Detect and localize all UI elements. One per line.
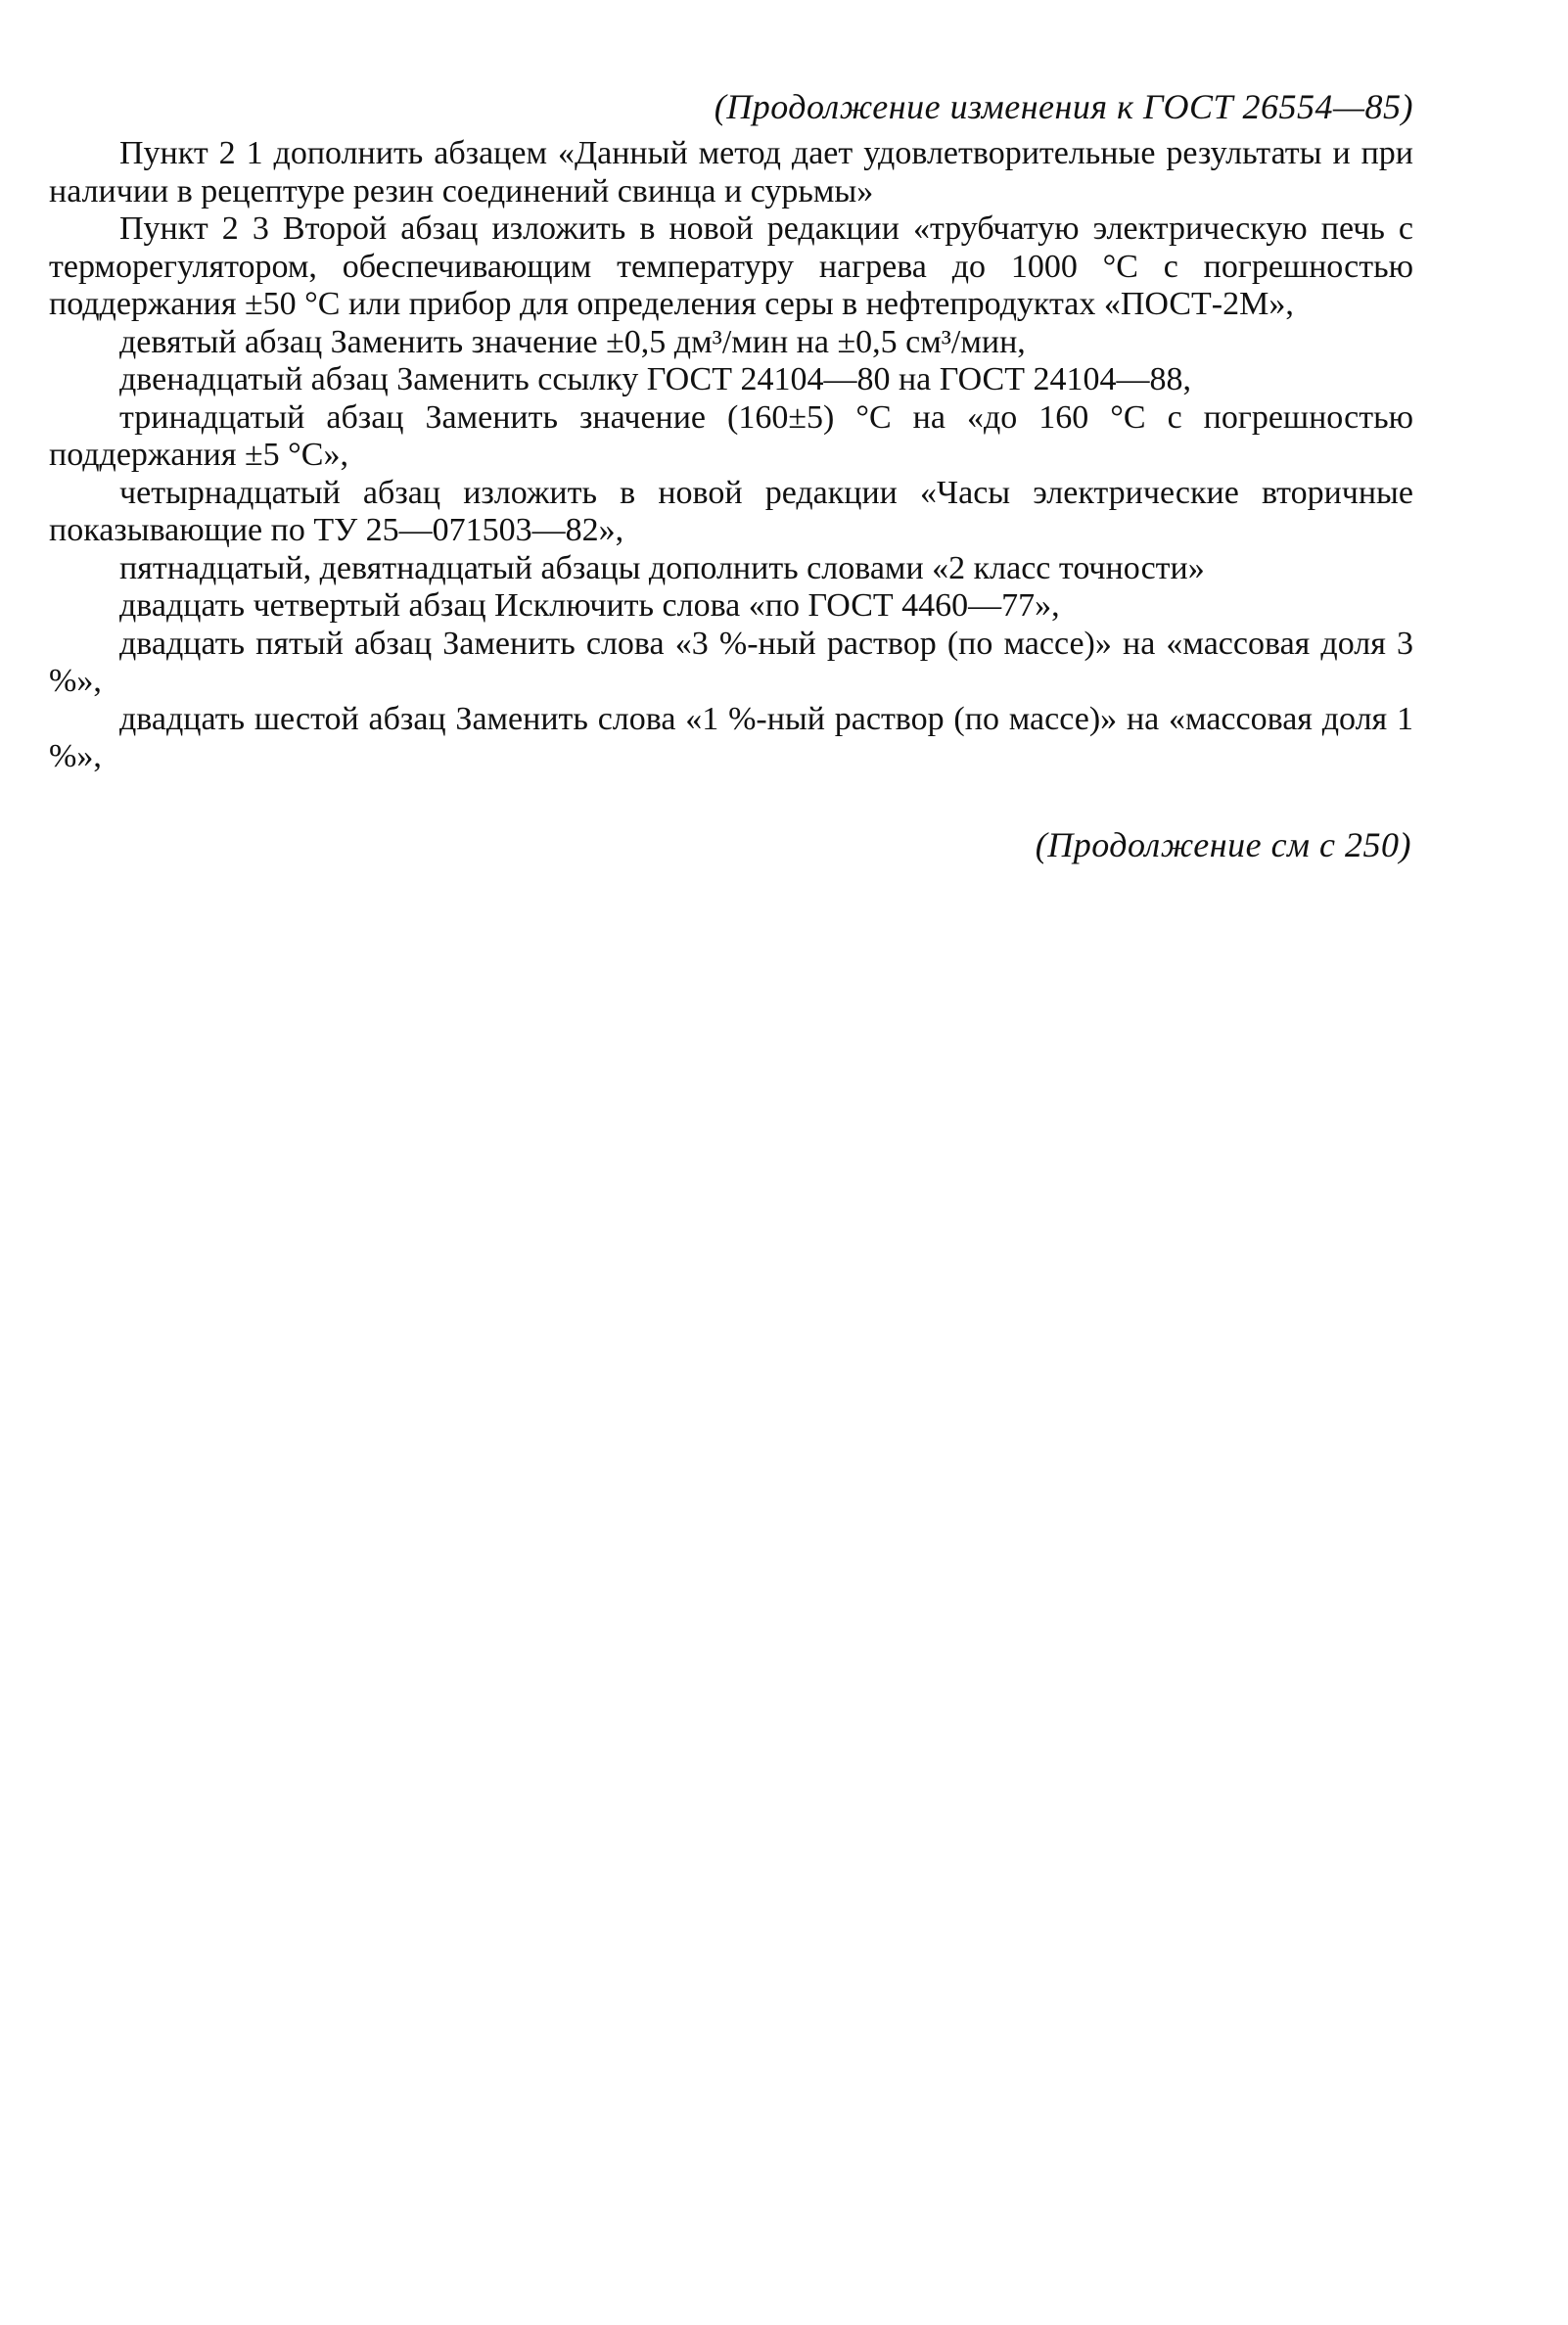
- paragraph-item-2-3: Пункт 2 3 Второй абзац изложить в новой редакции «трубчатую электрическую печь с терморегулятором, обеспечивающим температуру нагрева до 1000 °С с погрешностью поддержания ±50 °С или прибор для определения серы в нефтепродуктах «ПОСТ-2М»,: [49, 210, 1413, 322]
- continuation-header: (Продолжение изменения к ГОСТ 26554—85): [714, 87, 1413, 126]
- paragraph-item-2-1: Пункт 2 1 дополнить абзацем «Данный метод дает удовлетворительные результаты и при наличии в рецептуре резин соединений свинца и сурьмы»: [49, 135, 1413, 209]
- paragraph-thirteenth: тринадцатый абзац Заменить значение (160±5) °С на «до 160 °С с погрешностью поддержания ±5 °С»,: [49, 398, 1413, 473]
- paragraph-twenty-fourth: двадцать четвертый абзац Исключить слова «по ГОСТ 4460—77»,: [119, 587, 1060, 624]
- document-body: [49, 135, 1413, 776]
- paragraph-fourteenth: четырнадцатый абзац изложить в новой редакции «Часы электрические вторичные показывающие по ТУ 25—071503—82»,: [49, 474, 1413, 548]
- paragraph-twenty-sixth: двадцать шестой абзац Заменить слова «1 %-ный раствор (по массе)» на «массовая доля 1 %»,: [49, 700, 1413, 774]
- paragraph-fifteenth-nineteenth: пятнадцатый, девятнадцатый абзацы дополнить словами «2 класс точности»: [119, 549, 1205, 586]
- paragraph-ninth: девятый абзац Заменить значение ±0,5 дм³/мин на ±0,5 см³/мин,: [119, 323, 1026, 360]
- paragraph-twelfth: двенадцатый абзац Заменить ссылку ГОСТ 24104—80 на ГОСТ 24104—88,: [119, 361, 1191, 397]
- continuation-footer: (Продолжение см с 250): [1035, 825, 1411, 864]
- paragraph-twenty-fifth: двадцать пятый абзац Заменить слова «3 %-ный раствор (по массе)» на «массовая доля 3 %»,: [49, 625, 1413, 699]
